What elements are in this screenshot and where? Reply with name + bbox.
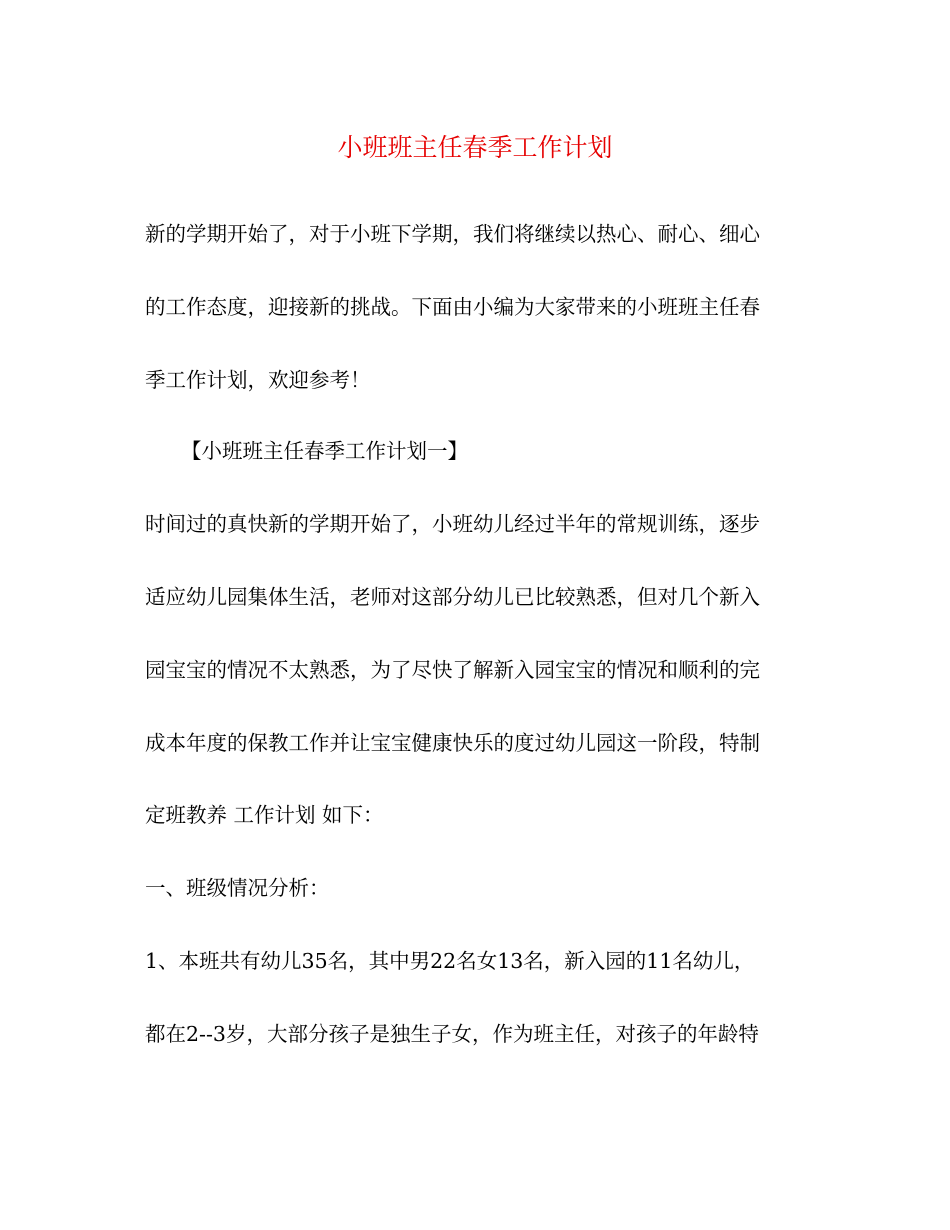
body-line-3: 园宝宝的情况不太熟悉，为了尽快了解新入园宝宝的情况和顺利的完 xyxy=(145,658,760,682)
intro-line-2: 的工作态度，迎接新的挑战。下面由小编为大家带来的小班班主任春 xyxy=(145,295,760,319)
section-heading-class-analysis: 一、班级情况分析： xyxy=(145,876,330,900)
body-line-2: 适应幼儿园集体生活，老师对这部分幼儿已比较熟悉，但对几个新入 xyxy=(145,585,760,609)
intro-line-3: 季工作计划，欢迎参考！ xyxy=(145,368,371,392)
intro-line-1: 新的学期开始了，对于小班下学期，我们将继续以热心、耐心、细心 xyxy=(145,222,760,246)
analysis-line-2: 都在2--3岁，大部分孩子是独生子女，作为班主任，对孩子的年龄特 xyxy=(145,1022,759,1046)
body-line-5: 定班教养 工作计划 如下： xyxy=(145,803,384,827)
section-heading-plan-one: 【小班班主任春季工作计划一】 xyxy=(181,439,468,463)
body-line-4: 成本年度的保教工作并让宝宝健康快乐的度过幼儿园这一阶段，特制 xyxy=(145,731,760,755)
document-title: 小班班主任春季工作计划 xyxy=(337,133,613,162)
analysis-line-1: 1、本班共有幼儿35名，其中男22名女13名，新入园的11名幼儿， xyxy=(145,949,755,973)
body-line-1: 时间过的真快新的学期开始了，小班幼儿经过半年的常规训练，逐步 xyxy=(145,512,760,536)
